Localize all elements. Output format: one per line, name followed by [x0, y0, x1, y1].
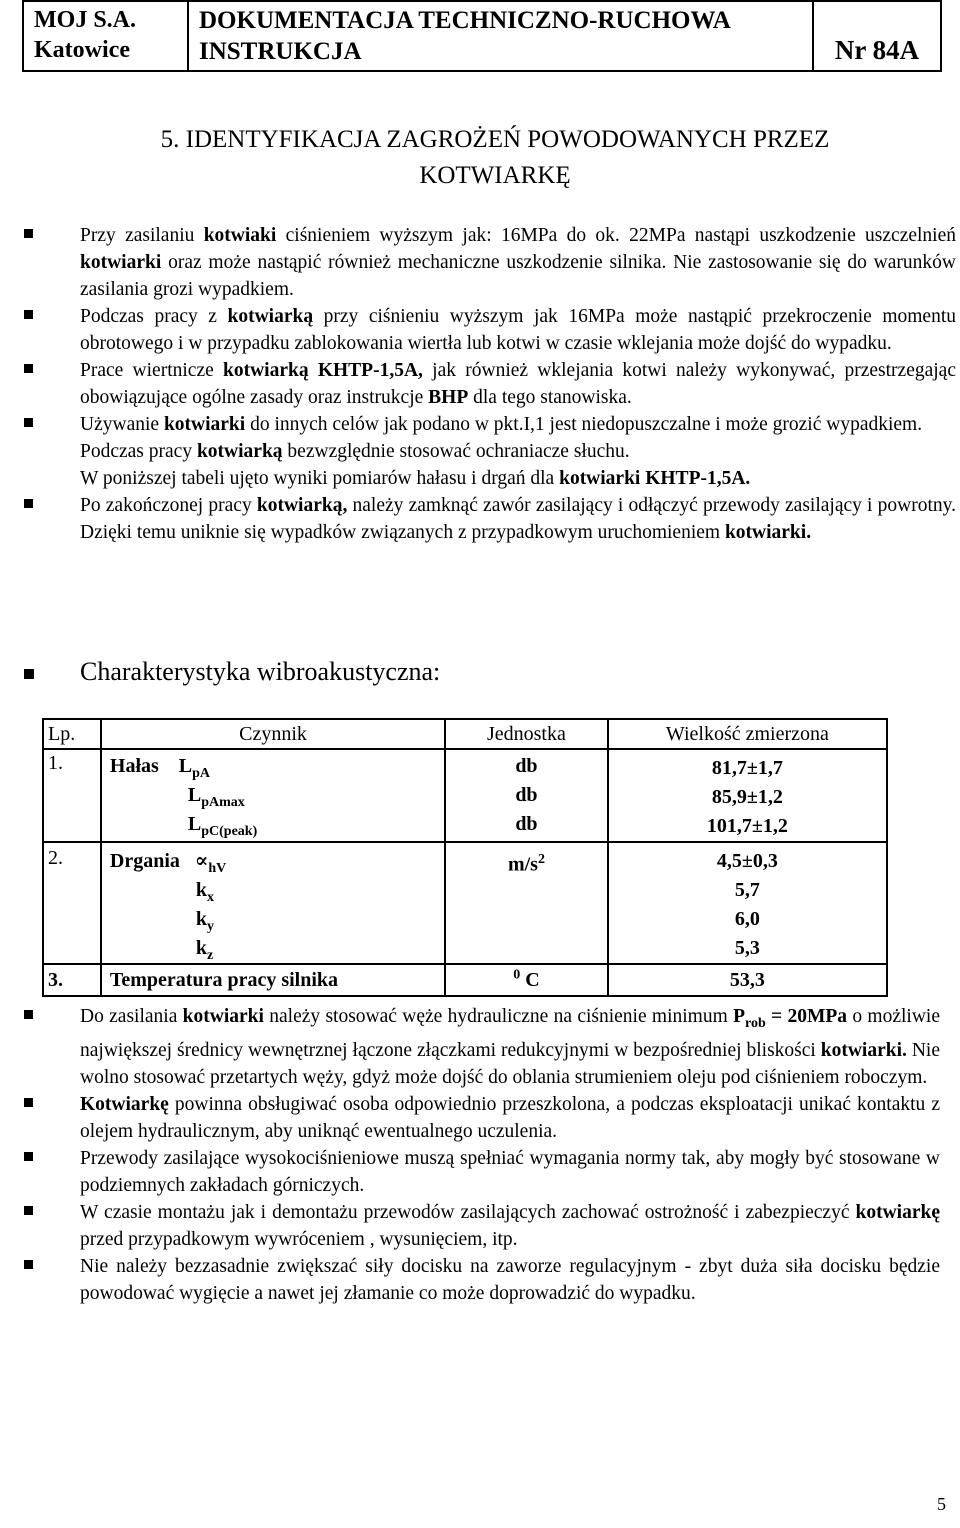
header-company-cell — [24, 2, 189, 70]
header-cell: Lp. — [43, 719, 101, 749]
doc-number: Nr 84A — [834, 35, 920, 65]
page-number: 5 — [937, 1494, 946, 1514]
lp-cell: 2. — [43, 842, 101, 964]
table-row — [43, 842, 887, 964]
header-cell: Wielkość zmierzona — [608, 719, 887, 749]
value-cell: 81,7±1,7 85,9±1,2 101,7±1,2 — [608, 749, 887, 842]
table-header-row — [43, 719, 887, 749]
bullet-icon — [24, 229, 33, 238]
bullet-icon — [24, 1206, 33, 1215]
unit-cell: $^0$ C — [445, 964, 608, 996]
table-row — [43, 749, 887, 842]
value-cell: 4,5±0,3 5,7 6,0 5,3 — [608, 842, 887, 964]
factor-cell: Temperatura pracy silnika — [101, 964, 445, 996]
list-item: W poniższej tabeli ujęto wyniki pomiarów hałasu i drgań dla kotwiarki KHTP-1,5A. — [80, 468, 751, 489]
list-item: Przy zasilaniu kotwiaki ciśnieniem wyższym jak: 16MPa do ok. 22MPa nastąpi uszkodzenie uszczelnień kotwiarki oraz może nastąpić również mechaniczne uszkodzenie silnika. Nie zastosowanie się do warunków zasilania grozi wypadkiem. — [80, 222, 956, 303]
lp-cell: 1. — [43, 749, 101, 842]
vibro-title: Charakterystyka wibroakustyczna: — [80, 657, 441, 686]
header-cell: Czynnik — [101, 719, 445, 749]
list-item: Po zakończonej pracy kotwiarką, należy zamknąć zawór zasilający i odłączyć przewody zasilający i powrotny. Dzięki temu uniknie się wypadków związanych z przypadkowym uruchomieniem kotwiarki. — [80, 492, 956, 546]
section-title — [90, 122, 900, 194]
list-item: W czasie montażu jak i demontażu przewodów zasilających zachować ostrożność i zabezpieczyć kotwiarkę przed przypadkowym wywróceniem , wysunięciem, itp. — [80, 1199, 940, 1253]
unit-cell: db db db — [445, 749, 608, 842]
bullet-icon — [24, 1260, 33, 1269]
bullet-icon — [24, 1010, 33, 1019]
factor-cell: Hałas $L_{pA}$ $L_{pAmax}$ $L_{pC(peak)}$ — [101, 749, 445, 842]
doc-type: DOKUMENTACJA TECHNICZNO-RUCHOWA — [199, 7, 731, 34]
vibro-table — [42, 718, 888, 997]
bullet-icon — [24, 418, 33, 427]
company-name: MOJ S.A. — [34, 7, 136, 33]
lp-cell: 3. — [43, 964, 101, 996]
hazard-list — [80, 222, 956, 546]
doc-subtype: INSTRUKCJA — [199, 38, 362, 65]
unit-cell: $m/s^2$ — [445, 842, 608, 964]
bullet-icon — [24, 364, 33, 373]
list-item: Podczas pracy kotwiarką bezwzględnie stosować ochraniacze słuchu. — [80, 441, 630, 462]
company-city: Katowice — [34, 37, 130, 63]
header-number-cell — [814, 2, 940, 70]
list-item: Kotwiarkę powinna obsługiwać osoba odpowiednio przeszkolona, a podczas eksploatacji unikać kontaktu z olejem hydraulicznym, aby uniknąć ewentualnego uczulenia. — [80, 1091, 940, 1145]
bullet-icon — [24, 310, 33, 319]
document-header — [22, 0, 942, 72]
list-item: Przewody zasilające wysokociśnieniowe muszą spełniać wymagania normy tak, aby mogły być stosowane w podziemnych zakładach górniczych. — [80, 1145, 940, 1199]
bullet-icon — [24, 669, 34, 679]
bullet-icon — [24, 1098, 33, 1107]
section-title-line2: KOTWIARKĘ — [419, 162, 571, 189]
alpha-symbol: ∝ — [194, 850, 209, 872]
list-item: Podczas pracy z kotwiarką przy ciśnieniu wyższym jak 16MPa może nastąpić przekroczenie momentu obrotowego i w przypadku zablokowania wiertła lub kotwi w czasie wklejania może dojść do wypadku. — [80, 303, 956, 357]
header-title-cell — [189, 2, 814, 70]
bullet-icon — [24, 1152, 33, 1161]
value-cell: 53,3 — [608, 964, 887, 996]
section-title-line1: 5. IDENTYFIKACJA ZAGROŻEŃ POWODOWANYCH PRZEZ — [160, 126, 830, 153]
list-item: Prace wiertnicze kotwiarką KHTP-1,5A, jak również wklejania kotwi należy wykonywać, przestrzegając obowiązujące ogólne zasady oraz instrukcje BHP dla tego stanowiska. — [80, 357, 956, 411]
list-item: Nie należy bezzasadnie zwiększać siły docisku na zaworze regulacyjnym - zbyt duża siła docisku będzie powodować wygięcie a nawet jej złamanie co może doprowadzić do wypadku. — [80, 1253, 940, 1307]
requirements-list — [80, 1003, 940, 1307]
table-row — [43, 964, 887, 996]
header-cell: Jednostka — [445, 719, 608, 749]
factor-cell: Drgania $\propto_{hV}$ $k_x$ $k_y$ $k_z$ — [101, 842, 445, 964]
list-item: Używanie kotwiarki do innych celów jak podano w pkt.I,1 jest niedopuszczalne i może grozić wypadkiem. — [80, 411, 956, 438]
list-item: Do zasilania kotwiarki należy stosować węże hydrauliczne na ciśnienie minimum $P_{rob} = 20MPa$ o możliwie największej średnicy wewnętrznej łączone złączkami redukcyjnymi w bezpośredniej bliskości kotwiarki. Nie wolno stosować przetartych węży, gdyż może dojść do oblania strumieniem oleju pod ciśnieniem roboczym. — [80, 1003, 940, 1091]
bullet-icon — [24, 499, 33, 508]
